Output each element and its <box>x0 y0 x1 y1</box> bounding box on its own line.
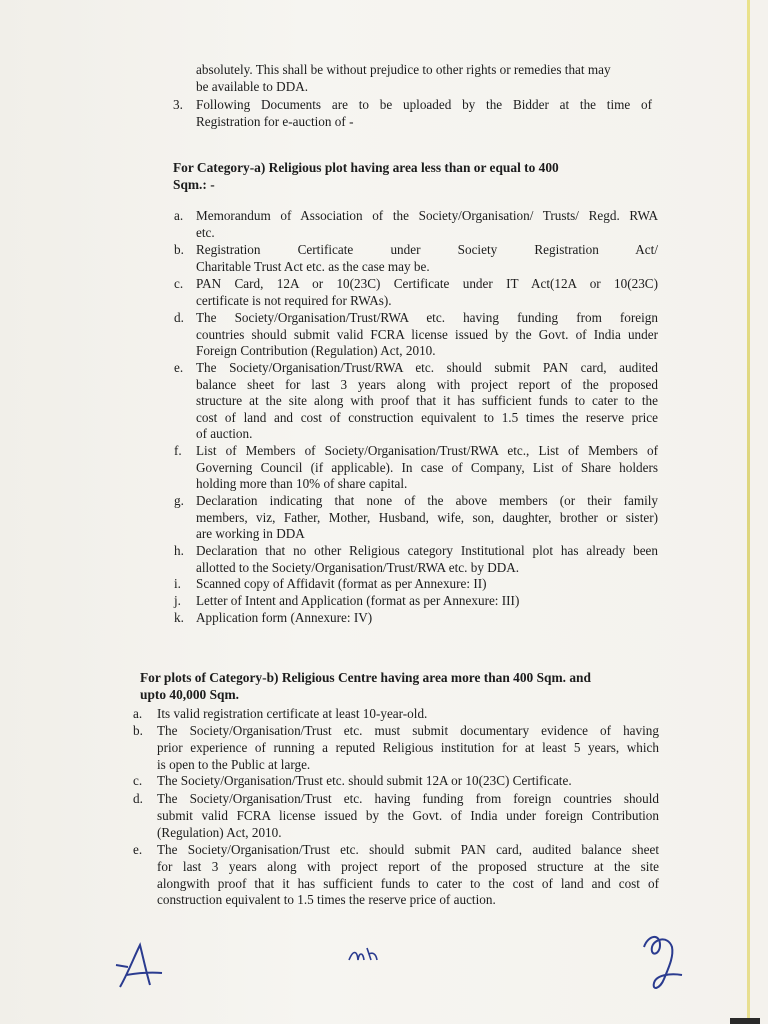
list-item-line: Letter of Intent and Application (format as per Annexure: III) <box>196 593 520 608</box>
list-item-line: Its valid registration certificate at least 10-year-old. <box>157 706 428 721</box>
signature-left <box>110 935 180 995</box>
list-item-line: submit valid FCRA license issued by the Govt. of India under foreign Contribution <box>157 807 659 823</box>
list-item-label: d. <box>174 310 184 325</box>
list-item-line: prior experience of running a reputed Religious institution for at least 5 years, which <box>157 739 659 755</box>
list-item-line: Registration Certificate under Society Registration Act/ <box>196 242 658 257</box>
list-item-line: are working in DDA <box>196 526 305 542</box>
list-item-line: Application form (Annexure: IV) <box>196 610 373 625</box>
list-item-label: e. <box>174 360 184 375</box>
list-item-line: certificate is not required for RWAs). <box>196 292 392 308</box>
category-a-heading-line-1: For Category-a) Religious plot having area less than or equal to 400 <box>173 160 559 175</box>
list-item-line: of auction. <box>196 426 253 442</box>
page-edge-mark <box>730 1018 760 1024</box>
list-item-label: f. <box>174 443 182 458</box>
category-b-heading-line-2: upto 40,000 Sqm. <box>140 687 239 702</box>
category-b-heading-line-1: For plots of Category-b) Religious Centre having area more than 400 Sqm. and <box>140 670 591 685</box>
list-item-line: construction equivalent to 1.5 times the reserve price of auction. <box>157 892 496 908</box>
list-item-label: g. <box>174 493 184 508</box>
list-item-line: Charitable Trust Act etc. as the case may be. <box>196 258 430 274</box>
list-item-label: c. <box>133 773 143 788</box>
list-item-line: Memorandum of Association of the Society/Organisation/ Trusts/ Regd. RWA <box>196 208 658 223</box>
list-item-line: members, viz, Father, Mother, Husband, wife, son, daughter, brother or sister) <box>196 509 658 525</box>
intro-line-1: absolutely. This shall be without prejudice to other rights or remedies that may <box>196 62 611 77</box>
list-item-line: structure at the site along with proof that it has sufficient funds to cater to the <box>196 393 658 409</box>
intro-line-2: be available to DDA. <box>196 79 309 94</box>
list-item-line: Governing Council (if applicable). In case of Company, List of Share holders <box>196 459 658 475</box>
signature-middle <box>345 940 385 970</box>
list-item-label: h. <box>174 543 184 558</box>
list-item-line: is open to the Public at large. <box>157 756 311 772</box>
list-item-line: holding more than 10% of share capital. <box>196 476 408 492</box>
list-item-line: Scanned copy of Affidavit (format as per Annexure: II) <box>196 576 487 591</box>
list-item-line: Foreign Contribution (Regulation) Act, 2010. <box>196 343 436 359</box>
item-3-line-1: Following Documents are to be uploaded by the Bidder at the time of <box>196 97 652 112</box>
list-item-label: b. <box>174 242 184 257</box>
list-item-line: PAN Card, 12A or 10(23C) Certificate under IT Act(12A or 10(23C) <box>196 276 658 291</box>
item-3-line-2: Registration for e-auction of - <box>196 114 354 129</box>
list-item-line: The Society/Organisation/Trust etc. should submit 12A or 10(23C) Certificate. <box>157 773 572 788</box>
category-a-heading-line-2: Sqm.: - <box>173 177 215 192</box>
list-item-label: b. <box>133 723 143 738</box>
list-item-label: c. <box>174 276 184 291</box>
list-item-label: a. <box>133 706 143 721</box>
list-item-line: balance sheet for last 3 years along with project report of the proposed <box>196 376 658 392</box>
list-item-line: (Regulation) Act, 2010. <box>157 824 282 840</box>
list-item-line: The Society/Organisation/Trust etc. should submit PAN card, audited balance sheet <box>157 842 659 857</box>
list-item-line: for last 3 years along with project report of the proposed structure at the site <box>157 858 659 874</box>
list-item-line: The Society/Organisation/Trust etc. must submit documentary evidence of having <box>157 723 659 738</box>
list-item-line: allotted to the Society/Organisation/Trust/RWA etc. by DDA. <box>196 559 520 575</box>
list-item-label: i. <box>174 576 181 591</box>
list-item-label: e. <box>133 842 143 857</box>
list-item-line: The Society/Organisation/Trust etc. having funding from foreign countries should <box>157 791 659 806</box>
item-3-label: 3. <box>173 97 183 112</box>
signature-right <box>634 925 694 1000</box>
list-item-line: Declaration indicating that none of the above members (or their family <box>196 493 658 508</box>
list-item-line: countries should submit valid FCRA license issued by the Govt. of India under <box>196 326 658 342</box>
list-item-line: The Society/Organisation/Trust/RWA etc. should submit PAN card, audited <box>196 360 658 375</box>
list-item-line: cost of land and cost of construction equivalent to 1.5 times the reserve price <box>196 409 658 425</box>
list-item-label: d. <box>133 791 143 806</box>
list-item-line: List of Members of Society/Organisation/Trust/RWA etc., List of Members of <box>196 443 658 458</box>
list-item-line: alongwith proof that it has sufficient funds to cater to the cost of land and cost of <box>157 875 659 891</box>
list-item-line: etc. <box>196 224 215 240</box>
list-item-label: j. <box>174 593 181 608</box>
list-item-line: Declaration that no other Religious category Institutional plot has already been <box>196 543 658 558</box>
list-item-label: a. <box>174 208 184 223</box>
page-edge-line <box>747 0 750 1024</box>
list-item-line: The Society/Organisation/Trust/RWA etc. having funding from foreign <box>196 310 658 325</box>
list-item-label: k. <box>174 610 184 625</box>
